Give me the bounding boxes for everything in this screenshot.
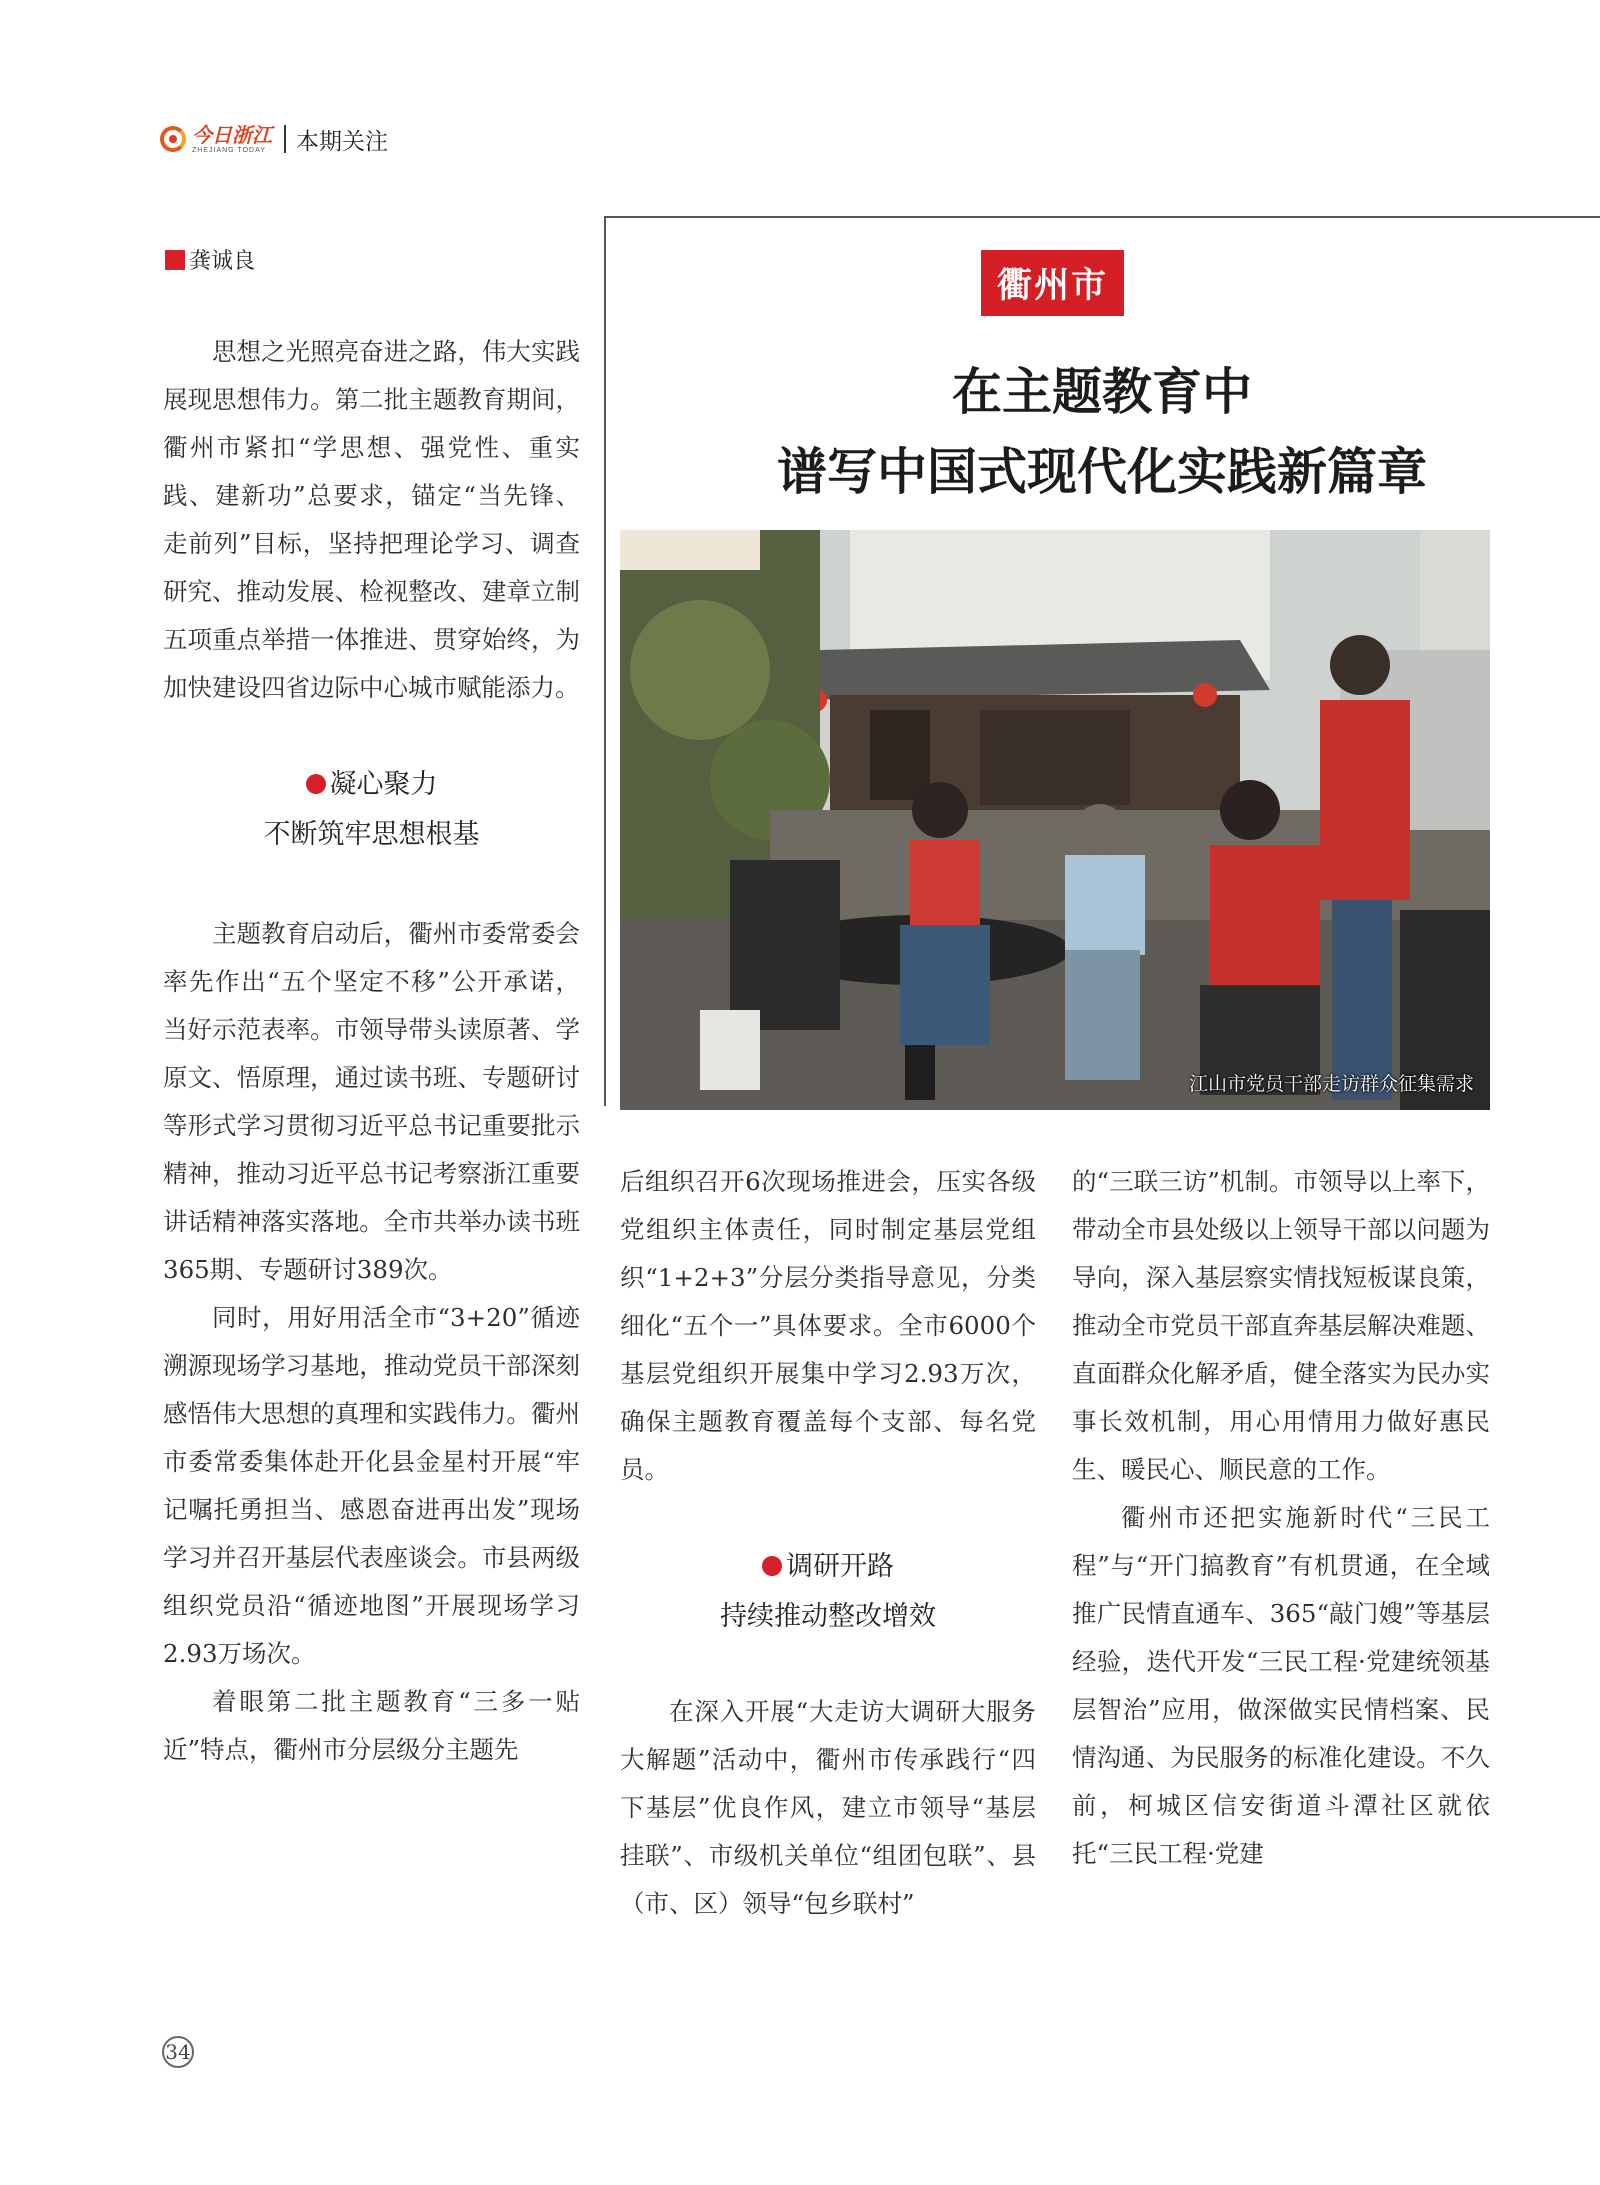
city-tag: 衢州市: [981, 250, 1124, 316]
paragraph: 的“三联三访”机制。市领导以上率下，带动全市县处级以上领导干部以问题为导向，深入基层察实情找短板谋良策，推动全市党员干部直奔基层解决难题、直面群众化解矛盾，健全落实为民办实事长效机制，用心用情用力做好惠民生、暖民心、顺民意的工作。: [1072, 1167, 1490, 1484]
paragraph: 在深入开展“大走访大调研大服务大解题”活动中，衢州市传承践行“四下基层”优良作风，建立市领导“基层挂联”、市级机关单位“组团包联”、县（市、区）领导“包乡联村”: [620, 1697, 1036, 1918]
article-column-1: [163, 328, 580, 1774]
logo-icon: [160, 126, 186, 152]
subheading-2: [620, 1542, 1036, 1642]
page-header: [160, 122, 388, 156]
article-column-3: [1072, 1158, 1490, 1878]
article-title: [604, 352, 1600, 512]
title-box-left-border: [604, 216, 606, 1106]
paragraph: 衢州市还把实施新时代“三民工程”与“开门搞教育”有机贯通，在全域推广民情直通车、365“敲门嫂”等基层经验，迭代开发“三民工程·党建统领基层智治”应用，做深做实民情档案、民情沟通、为民服务的标准化建设。不久前，柯城区信安街道斗潭社区就依托“三民工程·党建: [1072, 1503, 1490, 1868]
section-title: 本期关注: [296, 128, 388, 155]
photo-caption: 江山市党员干部走访群众征集需求: [1188, 1073, 1474, 1095]
red-dot-icon: [762, 1556, 782, 1576]
logo-chinese-text: 今日浙江: [192, 122, 272, 147]
subheading-line-2: 不断筑牢思想根基: [263, 819, 480, 850]
paragraph: 主题教育启动后，衢州市委常委会率先作出“五个坚定不移”公开承诺，当好示范表率。市领导带头读原著、学原文、悟原理，通过读书班、专题研讨等形式学习贯彻习近平总书记重要批示精神，推动习近平总书记考察浙江重要讲话精神落实落地。全市共举办读书班365期、专题研讨389次。: [163, 919, 580, 1284]
author-byline: [165, 244, 255, 275]
subheading-1: [163, 760, 580, 860]
magazine-logo: [160, 122, 272, 154]
title-line-2: 谱写中国式现代化实践新篇章: [777, 442, 1427, 501]
paragraph: 思想之光照亮奋进之路，伟大实践展现思想伟力。第二批主题教育期间，衢州市紧扣“学思想、强党性、重实践、建新功”总要求，锚定“当先锋、走前列”目标，坚持把理论学习、调查研究、推动发展、检视整改、建章立制五项重点举措一体推进、贯穿始终，为加快建设四省边际中心城市赋能添力。: [163, 337, 580, 702]
subheading-line-1: 凝心聚力: [329, 769, 438, 800]
logo-english-text: ZHEJIANG TODAY: [192, 146, 266, 154]
header-divider: [284, 125, 286, 153]
title-line-1: 在主题教育中: [952, 362, 1252, 421]
author-name: 龚诚良: [189, 249, 256, 274]
title-box-top-border: [604, 216, 1600, 218]
page-number: 34: [162, 2036, 194, 2068]
red-square-icon: [165, 250, 185, 270]
paragraph: 着眼第二批主题教育“三多一贴近”特点，衢州市分层级分主题先: [163, 1687, 580, 1764]
paragraph: 同时，用好用活全市“3+20”循迹溯源现场学习基地，推动党员干部深刻感悟伟大思想的真理和实践伟力。衢州市委常委集体赴开化县金星村开展“牢记嘱托勇担当、感恩奋进再出发”现场学习并召开基层代表座谈会。市县两级组织党员沿“循迹地图”开展现场学习2.93万场次。: [163, 1303, 580, 1668]
article-photo: [620, 530, 1490, 1110]
paragraph: 后组织召开6次现场推进会，压实各级党组织主体责任，同时制定基层党组织“1+2+3”分层分类指导意见，分类细化“五个一”具体要求。全市6000个基层党组织开展集中学习2.93万次，确保主题教育覆盖每个支部、每名党员。: [620, 1167, 1036, 1484]
red-dot-icon: [306, 774, 326, 794]
subheading-line-2: 持续推动整改增效: [720, 1601, 936, 1632]
article-column-2: [620, 1158, 1036, 1928]
photo-illustration: [620, 530, 1490, 1110]
subheading-line-1: 调研开路: [786, 1551, 894, 1582]
